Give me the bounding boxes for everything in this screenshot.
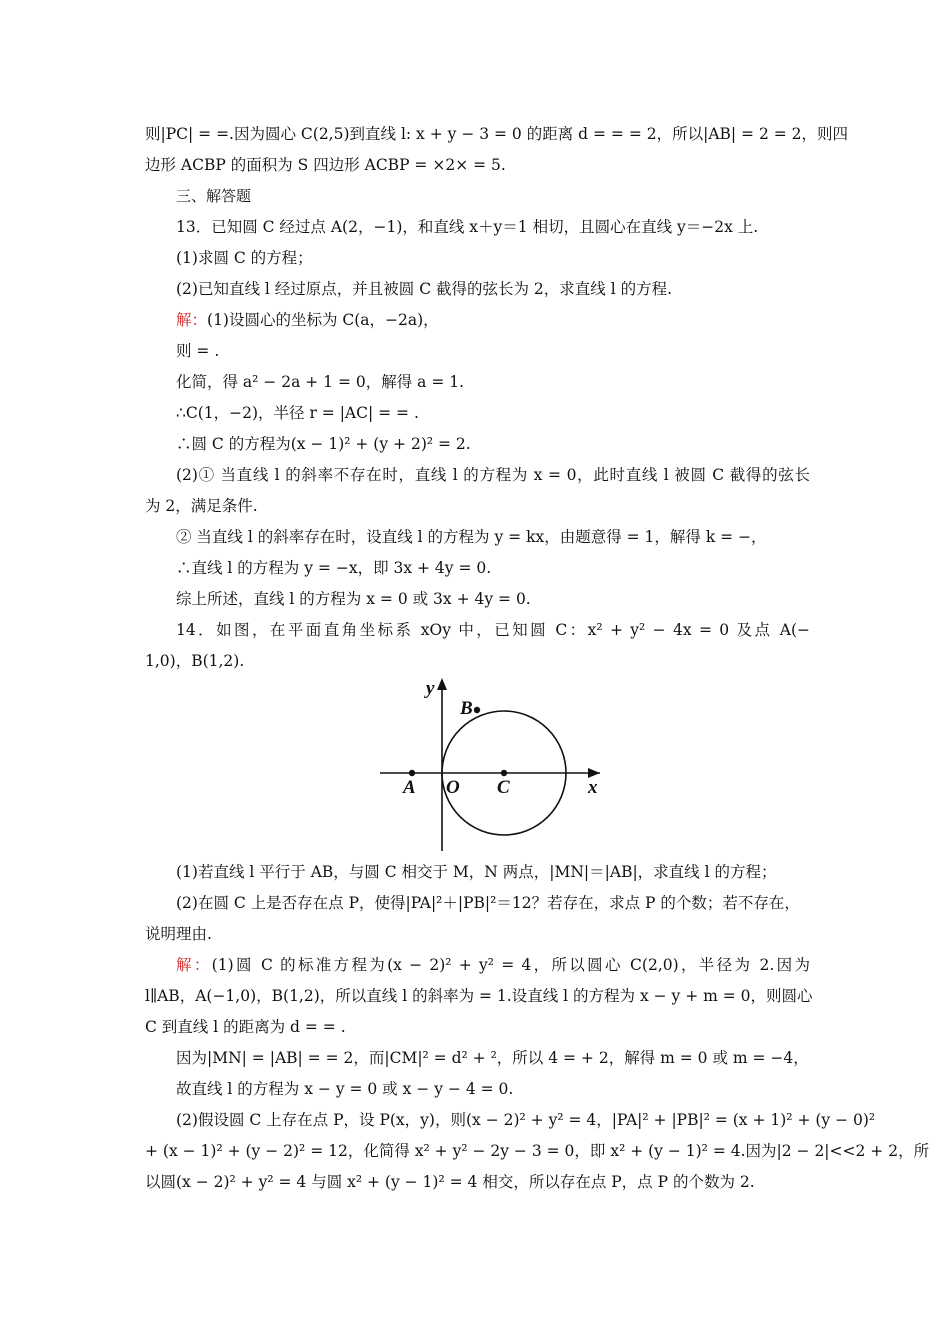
y-axis-arrow-icon [437,678,447,690]
point-c-label: C [497,777,510,798]
coordinate-figure [380,676,602,854]
solution-13-line-5: ∴圆 C 的方程为(x − 1)² + (y + 2)² = 2. [176,435,471,453]
solution-13-line-4: ∴C(1，−2)，半径 r = |AC| = = . [176,404,419,422]
solution-13-line-2: 则 = . [176,342,220,360]
solution-14-line-6: (2)假设圆 C 上存在点 P，设 P(x，y)，则(x − 2)² + y² = 4，|PA|² + |PB|² = (x + 1)² + (y − 0)² [176,1111,876,1129]
solution-14-line-5: 故直线 l 的方程为 x − y = 0 或 x − y − 4 = 0. [176,1080,514,1098]
point-b [474,707,480,713]
point-a-label: A [403,777,416,798]
solution-13-line-10: 综上所述，直线 l 的方程为 x = 0 或 3x + 4y = 0. [176,590,531,608]
problem-14-part1: (1)若直线 l 平行于 AB，与圆 C 相交于 M，N 两点，|MN|＝|AB|，求直线 l 的方程； [176,863,777,881]
problem-13-part2: (2)已知直线 l 经过原点，并且被圆 C 截得的弦长为 2，求直线 l 的方程. [176,280,673,298]
solution-13-line-7: 为 2，满足条件. [145,497,258,515]
solution-14-line-1 [176,955,810,975]
point-a [409,770,415,776]
problem-14-part2-cont: 说明理由. [145,925,212,943]
solution-13-line-1 [176,310,841,330]
solution-13-line-8: ② 当直线 l 的斜率存在时，设直线 l 的方程为 y = kx，由题意得 = 1，解得 k = −， [176,528,767,546]
problem-14-statement-cont: 1,0)，B(1,2). [145,652,245,670]
solution-13-line-6: (2)① 当直线 l 的斜率不存在时，直线 l 的方程为 x = 0，此时直线 l 被圆 C 截得的弦长 [176,466,810,484]
text-line-1: 则|PC| = =.因为圆心 C(2,5)到直线 l: x + y − 3 = 0 的距离 d = = = 2，所以|AB| = 2 = 2，则四 [145,125,849,143]
text-line-2: 边形 ACBP 的面积为 S 四边形 ACBP = ×2× = 5. [145,156,506,174]
x-axis-label: x [588,777,598,798]
problem-13-part1: (1)求圆 C 的方程； [176,249,313,267]
solution-13-line-9: ∴直线 l 的方程为 y = −x，即 3x + 4y = 0. [176,559,492,577]
solution-14-line-2: l∥AB，A(−1,0)，B(1,2)，所以直线 l 的斜率为 = 1.设直线 l 的方程为 x − y + m = 0，则圆心 [145,987,813,1005]
solution-14-line-4: 因为|MN| = |AB| = = 2，而|CM|² = d² + ²，所以 4 = + 2，解得 m = 0 或 m = −4， [176,1049,809,1067]
solution-13-line-3: 化简，得 a² − 2a + 1 = 0，解得 a = 1. [176,373,465,391]
point-c [501,770,507,776]
solution-label: 解： [176,311,208,329]
solution-14-line-8: 以圆(x − 2)² + y² = 4 与圆 x² + (y − 1)² = 4 相交，所以存在点 P，点 P 的个数为 2. [145,1173,755,1191]
y-axis-label: y [426,678,435,699]
origin-label: O [446,777,460,798]
section-heading: 三、解答题 [176,187,252,205]
point-b-label: B [460,698,473,719]
solution-14-line-7: + (x − 1)² + (y − 2)² = 12，化简得 x² + y² − 2y − 3 = 0，即 x² + (y − 1)² = 4.因为|2 − 2|<<2 + 2，所 [145,1142,930,1160]
solution-13-text: (1)设圆心的坐标为 C(a，−2a)， [207,311,439,329]
solution-14-line-3: C 到直线 l 的距离为 d = = . [145,1018,346,1036]
solution-14-text: (1)圆 C 的标准方程为(x − 2)² + y² = 4，所以圆心 C(2,0)，半径为 2.因为 [211,956,810,974]
problem-14-statement: 14．如图，在平面直角坐标系 xOy 中，已知圆 C：x² + y² − 4x = 0 及点 A(− [176,621,810,639]
solution-label: 解： [176,956,212,974]
problem-13-statement: 13．已知圆 C 经过点 A(2，−1)，和直线 x＋y＝1 相切，且圆心在直线 y＝−2x 上. [176,218,759,236]
problem-14-part2: (2)在圆 C 上是否存在点 P，使得|PA|²＋|PB|²＝12？若存在，求点 P 的个数；若不存在， [176,894,800,912]
